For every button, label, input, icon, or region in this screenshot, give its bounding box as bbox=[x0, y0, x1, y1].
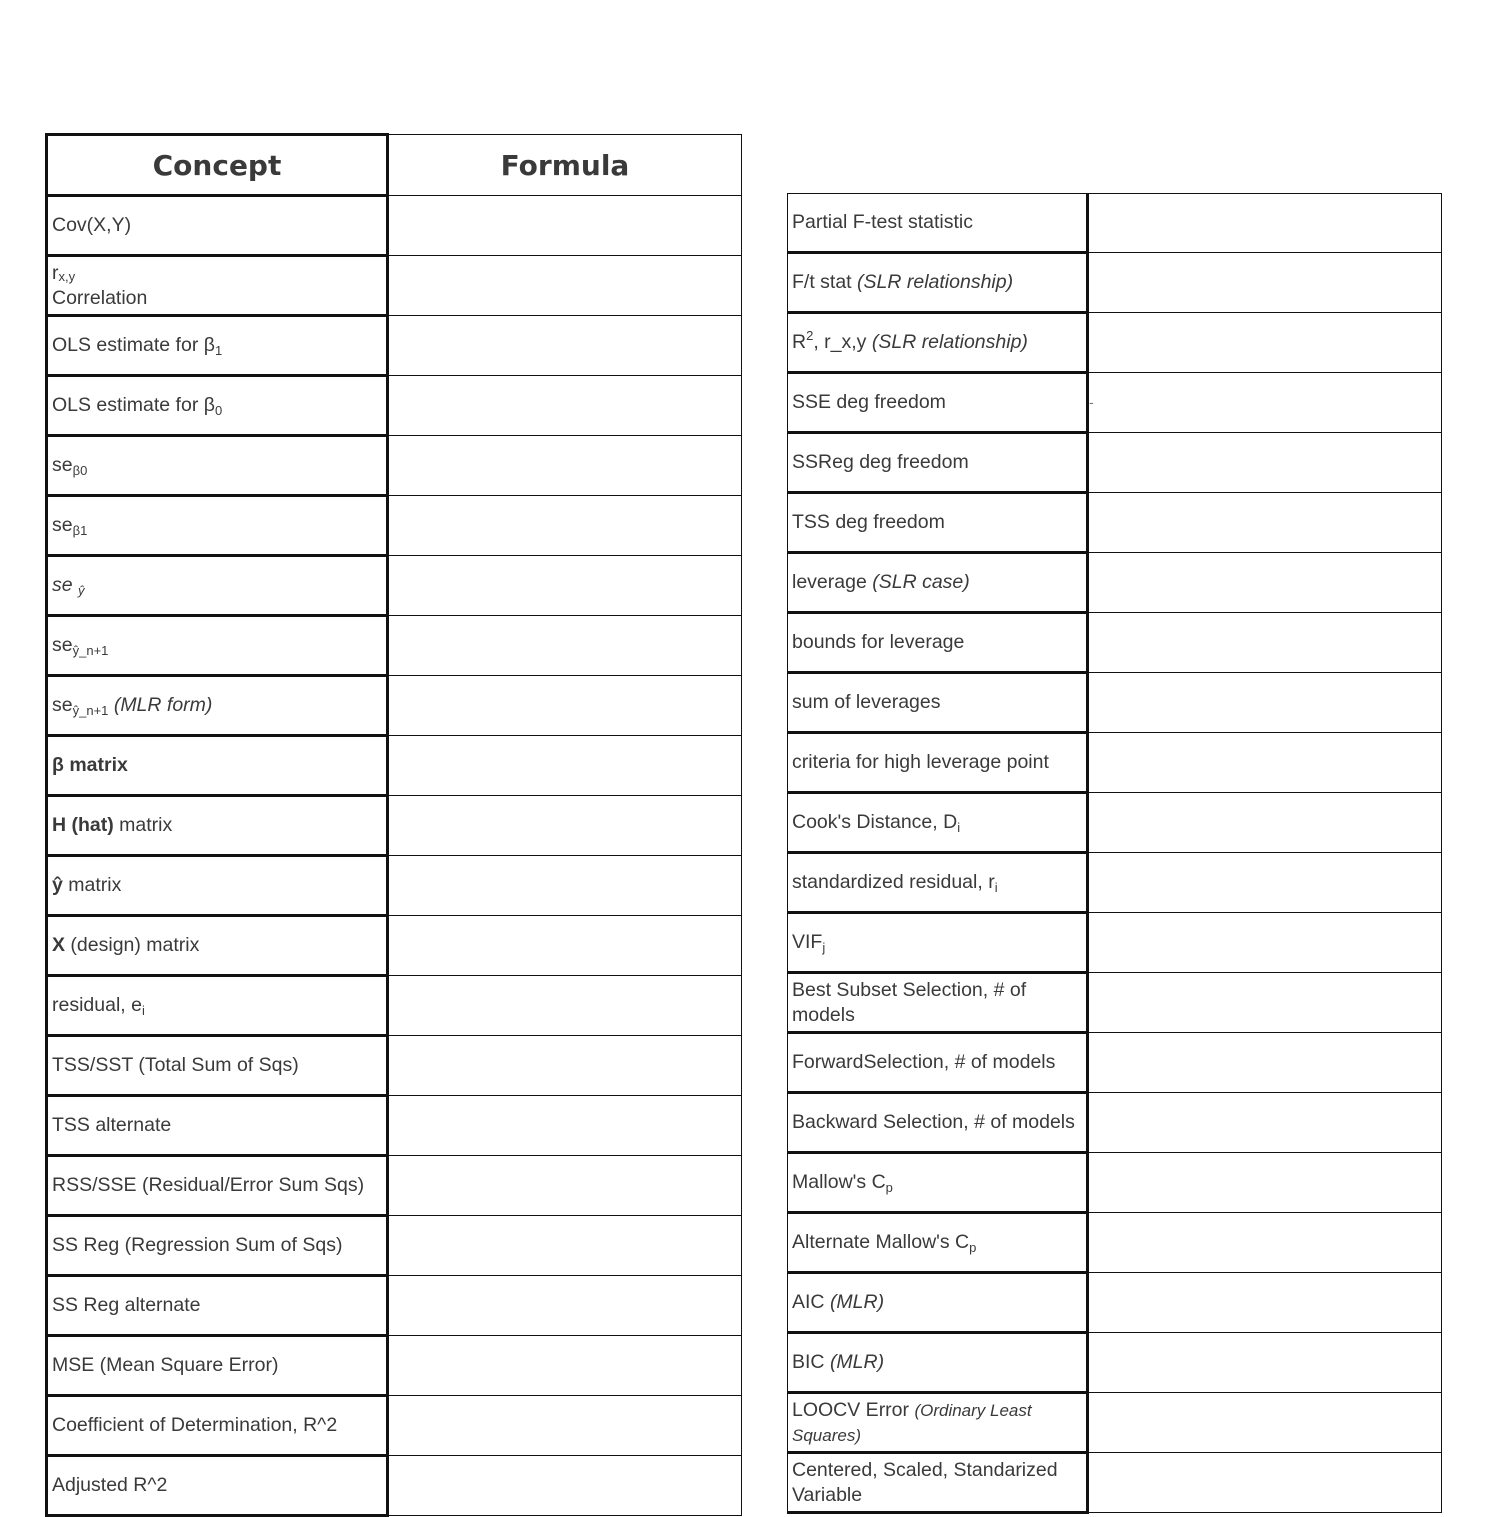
concept-cell bbox=[788, 194, 1088, 253]
concept-text: r bbox=[52, 261, 59, 284]
formula-cell bbox=[1088, 253, 1442, 313]
concept-text: R bbox=[792, 331, 807, 353]
table-row bbox=[788, 313, 1442, 373]
concept-cell bbox=[788, 1393, 1088, 1453]
formula-cell bbox=[1088, 913, 1442, 973]
concept-text: ForwardSelection, # of models bbox=[792, 1051, 1056, 1073]
formula-cell bbox=[1088, 1213, 1442, 1273]
concept-text: Mallow's C bbox=[792, 1171, 886, 1193]
concept-note: (Ordinary Least Squares) bbox=[792, 1400, 1032, 1445]
table-row bbox=[47, 1336, 742, 1396]
table-row bbox=[788, 1453, 1442, 1513]
table-row bbox=[788, 1213, 1442, 1273]
concept-text: VIF bbox=[792, 931, 823, 953]
formula-cell bbox=[1088, 733, 1442, 793]
concept-text: TSS deg freedom bbox=[792, 511, 945, 533]
concept-cell bbox=[47, 1156, 388, 1216]
formula-cell bbox=[388, 256, 742, 316]
concept-text: SS Reg (Regression Sum of Sqs) bbox=[52, 1234, 343, 1256]
table-row bbox=[47, 976, 742, 1036]
formula-cell bbox=[388, 1096, 742, 1156]
formula-cell bbox=[1088, 793, 1442, 853]
table-row bbox=[788, 613, 1442, 673]
concept-subscript: β0 bbox=[72, 463, 88, 478]
concept-bold-text: H (hat) bbox=[52, 814, 114, 836]
formula-cell bbox=[1088, 1393, 1442, 1453]
concept-text: Cook's Distance, D bbox=[792, 811, 958, 833]
formula-cell bbox=[388, 556, 742, 616]
concept-text: SS Reg alternate bbox=[52, 1294, 201, 1316]
formula-cell: - bbox=[1088, 373, 1442, 433]
concept-subscript: x,y bbox=[58, 268, 76, 284]
concept-cell bbox=[47, 736, 388, 796]
concept-cell bbox=[47, 316, 388, 376]
concept-cell bbox=[788, 1273, 1088, 1333]
table-row bbox=[788, 553, 1442, 613]
concept-subscript: p bbox=[969, 1240, 977, 1255]
concept-cell bbox=[47, 916, 388, 976]
concept-cell bbox=[788, 1093, 1088, 1153]
table-row bbox=[47, 856, 742, 916]
concept-cell bbox=[47, 196, 388, 256]
concept-subscript: 1 bbox=[214, 343, 223, 358]
concept-text: SSReg deg freedom bbox=[792, 451, 969, 473]
concept-text: (design) matrix bbox=[65, 934, 200, 956]
concept-text: se bbox=[52, 514, 73, 536]
concept-text: se bbox=[52, 694, 73, 716]
concept-cell bbox=[47, 556, 388, 616]
formula-cell bbox=[388, 616, 742, 676]
concept-cell bbox=[47, 676, 388, 736]
formula-cell bbox=[1088, 1093, 1442, 1153]
formula-cell bbox=[1088, 194, 1442, 253]
table-row bbox=[788, 913, 1442, 973]
concept-bold-text: X bbox=[52, 934, 66, 956]
concept-cell bbox=[47, 976, 388, 1036]
concept-subscript: p bbox=[885, 1180, 893, 1195]
concept-subscript: ŷ_n+1 bbox=[72, 703, 109, 718]
concept-cell bbox=[788, 793, 1088, 853]
formula-cell bbox=[1088, 313, 1442, 373]
formula-cell bbox=[388, 796, 742, 856]
concept-text: Centered, Scaled, Standarized Variable bbox=[792, 1458, 1058, 1506]
table-row bbox=[47, 1396, 742, 1456]
table-row bbox=[47, 1156, 742, 1216]
formula-cell bbox=[388, 1396, 742, 1456]
concept-subscript: j bbox=[822, 940, 826, 955]
concept-text: se bbox=[52, 454, 73, 476]
concept-text: matrix bbox=[113, 814, 173, 836]
formula-cell bbox=[1088, 1033, 1442, 1093]
concept-cell bbox=[788, 913, 1088, 973]
formula-cell bbox=[388, 1156, 742, 1216]
concept-cell bbox=[47, 616, 388, 676]
concept-text-continued: , r_x,y bbox=[813, 331, 872, 353]
concept-cell bbox=[47, 376, 388, 436]
table-row bbox=[47, 256, 742, 316]
formula-cell bbox=[388, 856, 742, 916]
concept-subscript: i bbox=[141, 1003, 145, 1018]
table-row bbox=[788, 1273, 1442, 1333]
concept-cell bbox=[47, 1396, 388, 1456]
formula-cell bbox=[1088, 1453, 1442, 1513]
table-row bbox=[47, 496, 742, 556]
formula-header: Formula bbox=[388, 135, 742, 196]
concept-text: Cov(X,Y) bbox=[52, 214, 132, 236]
concept-text: Alternate Mallow's C bbox=[792, 1231, 970, 1253]
concept-cell bbox=[47, 256, 388, 316]
concept-subscript: 0 bbox=[214, 403, 223, 418]
table-row bbox=[788, 1153, 1442, 1213]
formula-cell bbox=[388, 316, 742, 376]
concept-text: RSS/SSE (Residual/Error Sum Sqs) bbox=[52, 1174, 365, 1196]
concept-text: LOOCV Error bbox=[792, 1398, 915, 1421]
formula-cell bbox=[1088, 853, 1442, 913]
concept-text: standardized residual, r bbox=[792, 871, 995, 893]
table-row bbox=[788, 493, 1442, 553]
table-row bbox=[47, 436, 742, 496]
table-row bbox=[788, 373, 1442, 433]
concept-text: Best Subset Selection, # of models bbox=[792, 978, 1027, 1026]
concept-cell bbox=[788, 733, 1088, 793]
concept-text: OLS estimate for β bbox=[52, 334, 215, 356]
formula-cell bbox=[388, 916, 742, 976]
concept-text: se bbox=[52, 574, 79, 596]
concept-cell bbox=[47, 436, 388, 496]
table-row bbox=[788, 194, 1442, 253]
concept-cell bbox=[788, 313, 1088, 373]
left-formula-table bbox=[45, 133, 742, 1517]
concept-cell bbox=[788, 1153, 1088, 1213]
concept-text: TSS/SST (Total Sum of Sqs) bbox=[52, 1054, 299, 1076]
concept-bold-text: β matrix bbox=[52, 754, 128, 776]
concept-text: residual, e bbox=[52, 994, 142, 1016]
formula-cell bbox=[388, 676, 742, 736]
concept-cell bbox=[788, 493, 1088, 553]
formula-cell bbox=[1088, 673, 1442, 733]
concept-cell bbox=[788, 553, 1088, 613]
table-row bbox=[788, 973, 1442, 1033]
concept-text: bounds for leverage bbox=[792, 631, 965, 653]
formula-cell bbox=[388, 376, 742, 436]
table-row bbox=[47, 916, 742, 976]
table-row bbox=[47, 316, 742, 376]
table-row bbox=[47, 1096, 742, 1156]
table-row bbox=[788, 253, 1442, 313]
table-row bbox=[788, 1033, 1442, 1093]
concept-cell bbox=[47, 1096, 388, 1156]
concept-cell bbox=[788, 253, 1088, 313]
concept-cell bbox=[788, 1033, 1088, 1093]
concept-note: (MLR form) bbox=[108, 694, 213, 716]
table-row bbox=[788, 793, 1442, 853]
table-row bbox=[788, 1093, 1442, 1153]
header-row bbox=[47, 135, 742, 196]
concept-cell bbox=[788, 673, 1088, 733]
concept-text: criteria for high leverage point bbox=[792, 751, 1049, 773]
concept-cell bbox=[47, 496, 388, 556]
formula-cell bbox=[388, 436, 742, 496]
formula-cell bbox=[388, 1036, 742, 1096]
table-row bbox=[788, 853, 1442, 913]
formula-cell bbox=[1088, 493, 1442, 553]
concept-cell bbox=[47, 1276, 388, 1336]
formula-cell bbox=[1088, 433, 1442, 493]
concept-cell bbox=[788, 1333, 1088, 1393]
concept-cell bbox=[47, 1036, 388, 1096]
concept-cell bbox=[788, 433, 1088, 493]
formula-cell bbox=[388, 196, 742, 256]
concept-cell bbox=[788, 613, 1088, 673]
formula-cell bbox=[388, 976, 742, 1036]
formula-cell bbox=[1088, 1333, 1442, 1393]
formula-cell bbox=[388, 496, 742, 556]
table-row bbox=[788, 1393, 1442, 1453]
concept-cell bbox=[47, 796, 388, 856]
formula-cell bbox=[388, 1276, 742, 1336]
concept-text: se bbox=[52, 634, 73, 656]
table-row bbox=[47, 796, 742, 856]
table-row bbox=[788, 433, 1442, 493]
formula-cell bbox=[388, 1336, 742, 1396]
concept-subscript: ŷ bbox=[78, 583, 85, 598]
table-row bbox=[788, 673, 1442, 733]
table-row bbox=[47, 1036, 742, 1096]
formula-cell bbox=[1088, 1273, 1442, 1333]
concept-cell bbox=[788, 1213, 1088, 1273]
table-row bbox=[788, 1333, 1442, 1393]
concept-text: MSE (Mean Square Error) bbox=[52, 1354, 279, 1376]
concept-note: (MLR) bbox=[829, 1291, 885, 1313]
formula-cell bbox=[1088, 553, 1442, 613]
formula-cell bbox=[388, 736, 742, 796]
concept-note: (SLR relationship) bbox=[871, 331, 1028, 353]
concept-bold-text: ŷ bbox=[52, 874, 63, 896]
table-row bbox=[47, 1276, 742, 1336]
concept-text: matrix bbox=[62, 874, 122, 896]
formula-cell bbox=[1088, 1153, 1442, 1213]
concept-note: (SLR relationship) bbox=[857, 271, 1014, 293]
concept-subscript: ŷ_n+1 bbox=[72, 643, 109, 658]
concept-subscript: β1 bbox=[72, 523, 88, 538]
table-row bbox=[47, 1216, 742, 1276]
concept-subscript: i bbox=[957, 820, 961, 835]
concept-subscript: i bbox=[994, 880, 998, 895]
table-row bbox=[47, 196, 742, 256]
formula-cell bbox=[388, 1456, 742, 1516]
formula-cell bbox=[1088, 973, 1442, 1033]
formula-cell bbox=[388, 1216, 742, 1276]
concept-note: (SLR case) bbox=[872, 571, 970, 593]
concept-text: Adjusted R^2 bbox=[52, 1474, 168, 1496]
table-row bbox=[47, 1456, 742, 1516]
concept-text: BIC bbox=[792, 1351, 830, 1373]
concept-text: SSE deg freedom bbox=[792, 391, 946, 413]
concept-text: TSS alternate bbox=[52, 1114, 172, 1136]
concept-cell bbox=[788, 973, 1088, 1033]
concept-text: AIC bbox=[792, 1291, 830, 1313]
concept-superscript: 2 bbox=[806, 328, 814, 343]
concept-cell bbox=[788, 853, 1088, 913]
concept-text: Partial F-test statistic bbox=[792, 211, 973, 233]
concept-cell bbox=[788, 373, 1088, 433]
table-row bbox=[47, 736, 742, 796]
concept-secondary-text: Correlation bbox=[52, 286, 148, 309]
concept-cell bbox=[47, 1216, 388, 1276]
concept-text: Coefficient of Determination, R^2 bbox=[52, 1414, 338, 1436]
concept-cell bbox=[47, 1456, 388, 1516]
concept-note: (MLR) bbox=[829, 1351, 885, 1373]
table-row bbox=[47, 676, 742, 736]
table-row bbox=[47, 616, 742, 676]
concept-header: Concept bbox=[47, 135, 388, 196]
formula-cell bbox=[1088, 613, 1442, 673]
concept-text: F/t stat bbox=[792, 271, 858, 293]
concept-cell bbox=[788, 1453, 1088, 1513]
concept-text: OLS estimate for β bbox=[52, 394, 215, 416]
concept-text: Backward Selection, # of models bbox=[792, 1111, 1075, 1133]
concept-cell bbox=[47, 1336, 388, 1396]
table-row bbox=[47, 556, 742, 616]
right-formula-table bbox=[787, 193, 1442, 1514]
table-row bbox=[47, 376, 742, 436]
concept-text: sum of leverages bbox=[792, 691, 941, 713]
concept-cell bbox=[47, 856, 388, 916]
table-row bbox=[788, 733, 1442, 793]
concept-text: leverage bbox=[792, 571, 873, 593]
